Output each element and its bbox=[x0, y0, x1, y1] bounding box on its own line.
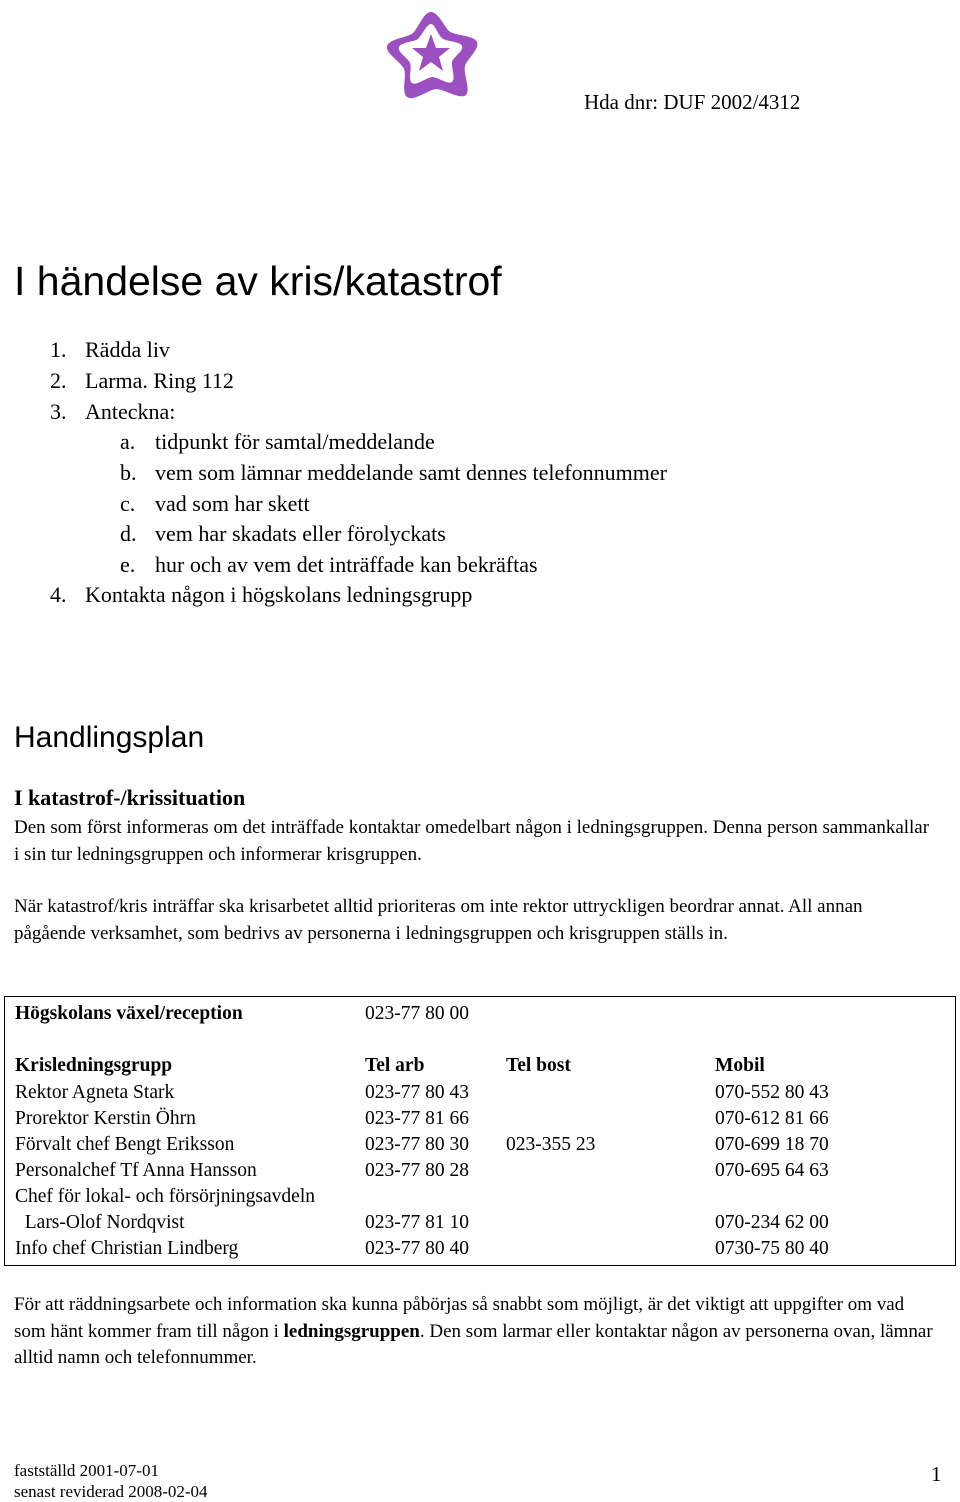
table-row: Förvalt chef Bengt Eriksson 023-77 80 30 023-355 23 070-699 18 70 bbox=[15, 1134, 829, 1155]
table-row: Lars-Olof Nordqvist 023-77 81 10 070-234 62 00 bbox=[15, 1212, 829, 1233]
column-header: Tel bost bbox=[506, 1055, 571, 1076]
table-row: Info chef Christian Lindberg 023-77 80 40 0730-75 80 40 bbox=[15, 1238, 829, 1259]
table-row: Rektor Agneta Stark 023-77 80 43 070-552 80 43 bbox=[15, 1082, 829, 1103]
page-title: I händelse av kris/katastrof bbox=[14, 258, 502, 304]
column-header: Tel arb bbox=[365, 1055, 425, 1076]
column-header: Krisledningsgrupp bbox=[15, 1055, 173, 1076]
switchboard-number: 023-77 80 00 bbox=[365, 1003, 469, 1024]
subsection-heading: I katastrof-/krissituation bbox=[14, 785, 246, 810]
closing-paragraph: För att räddningsarbete och information ska kunna påbörjas så snabbt som möjligt, är det viktigt att uppgifter om vad som hänt kommer fram till någon i ledningsgruppen. Den som larmar eller kontaktar någon av personerna ovan, lämnar alltid namn och telefonnummer. bbox=[14, 1294, 933, 1368]
switchboard-row bbox=[15, 1003, 955, 1029]
table-header bbox=[15, 1055, 955, 1081]
table-row: Chef för lokal- och försörjningsavdeln bbox=[15, 1186, 316, 1207]
table-row: Personalchef Tf Anna Hansson 023-77 80 28 070-695 64 63 bbox=[15, 1160, 829, 1181]
switchboard-label: Högskolans växel/reception bbox=[15, 1003, 243, 1024]
paragraph: När katastrof/kris inträffar ska krisarbetet alltid prioriteras om inte rektor uttryckligen beordrar annat. All annan pågående verksamhet, som bedrivs av personerna i ledningsgruppen och krisgruppen ställs in. bbox=[14, 896, 863, 944]
footer-revised-date: senast reviderad 2008-02-04 bbox=[14, 1482, 208, 1501]
section-heading: Handlingsplan bbox=[14, 721, 205, 754]
star-flower-logo bbox=[372, 4, 490, 106]
paragraph: Den som först informeras om det inträffade kontaktar omedelbart någon i ledningsgruppen. Denna person sammankallar i sin tur ledningsgruppen och informerar krisgruppen. bbox=[14, 817, 930, 865]
column-header: Mobil bbox=[715, 1055, 765, 1076]
contact-table bbox=[4, 996, 956, 1266]
footer-established-date: fastställd 2001-07-01 bbox=[14, 1461, 159, 1480]
emphasis-ledningsgruppen: ledningsgruppen bbox=[283, 1320, 420, 1342]
page-number: 1 bbox=[931, 1462, 942, 1486]
table-row: Prorektor Kerstin Öhrn 023-77 81 66 070-612 81 66 bbox=[15, 1108, 829, 1129]
document-reference-number: Hda dnr: DUF 2002/4312 bbox=[584, 90, 801, 114]
